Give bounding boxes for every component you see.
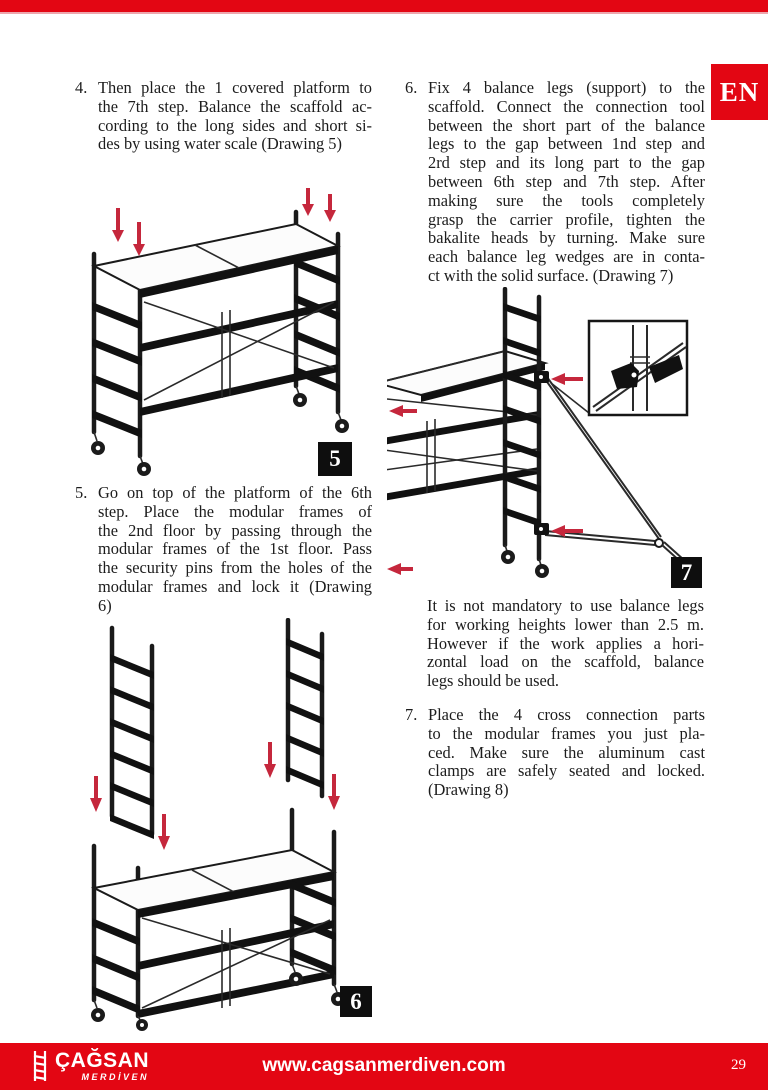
step-text: Fix 4 balance legs (support) to the scaffold. Connect the connection tool between the short part of the balance legs to the gap between 1nd step and 2rd step and its long part to the gap between 6th step and 7th step. After making sure the tools completely grasp the carrier profile, tighten the bakalite heads by turning. Make sure each balance leg wedges are in conta- ct with the solid surface. (Drawing 7) bbox=[428, 78, 705, 285]
instruction-step-4 bbox=[75, 79, 372, 154]
step-number: 7. bbox=[405, 705, 418, 724]
drawing-label-6 bbox=[340, 986, 372, 1017]
drawing-number: 7 bbox=[680, 559, 693, 585]
drawing-7-balance-leg-illustration bbox=[387, 287, 715, 593]
page-number: 29 bbox=[731, 1057, 746, 1073]
top-red-bar bbox=[0, 0, 768, 14]
company-logo bbox=[30, 1048, 149, 1084]
drawing-label-5 bbox=[318, 442, 352, 476]
website-url: www.cagsanmerdiven.com bbox=[262, 1055, 506, 1076]
logo-title: ÇAĞSAN bbox=[55, 1048, 150, 1072]
step-number: 6. bbox=[405, 78, 418, 97]
step-number: 5. bbox=[75, 483, 88, 502]
drawing-number: 6 bbox=[350, 988, 362, 1014]
drawing-label-7 bbox=[671, 557, 702, 588]
drawing-6-frames-illustration bbox=[72, 618, 384, 1032]
language-tab bbox=[711, 64, 768, 120]
balance-leg-note: It is not mandatory to use balance legs for working heights lower than 2.5 m. However if the work applies a hori- zontal load on the scaffold, balance legs should be used. bbox=[427, 596, 704, 691]
step-text: Then place the 1 covered platform to the 7th step. Balance the scaffold ac- cording to the long sides and short si- des by using water scale (Drawing 5) bbox=[98, 78, 372, 154]
logo-subtitle: MERDİVEN bbox=[81, 1071, 150, 1082]
ladder-icon bbox=[30, 1048, 50, 1084]
step-text: Go on top of the platform of the 6th step. Place the modular frames of the 2nd floor by passing through the modular frames of the 1st floor. Pass the security pins from the holes of the modular frames and lock it (Drawing 6) bbox=[98, 483, 372, 615]
step-number: 4. bbox=[75, 78, 88, 97]
language-tab-label: EN bbox=[719, 76, 760, 107]
footer-bar bbox=[0, 1043, 768, 1090]
instruction-step-6 bbox=[405, 79, 705, 286]
step-text: Place the 4 cross connection parts to the modular frames you just pla- ced. Make sure the aluminum cast clamps are safely seated and locked. (Drawing 8) bbox=[428, 705, 705, 800]
drawing-number: 5 bbox=[329, 446, 341, 471]
drawing-5-scaffold-illustration bbox=[72, 186, 378, 478]
instruction-step-7 bbox=[405, 706, 705, 800]
instruction-step-5 bbox=[75, 484, 372, 616]
